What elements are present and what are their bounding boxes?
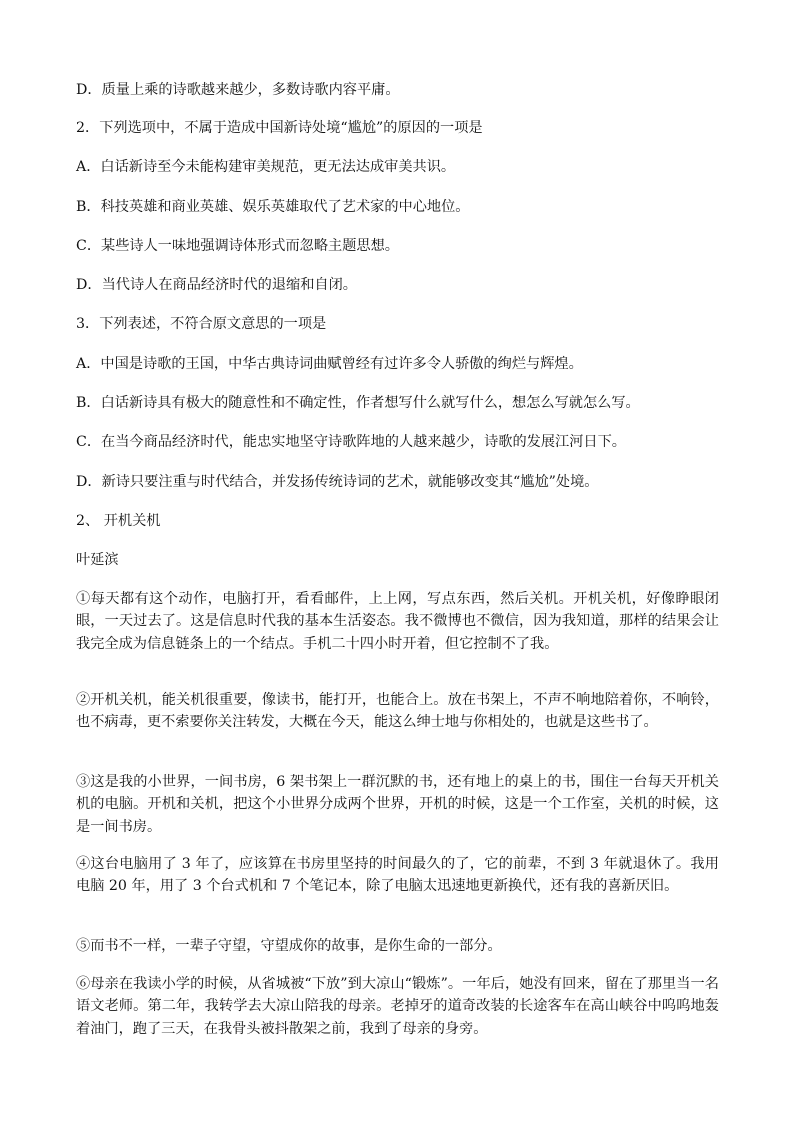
option-3a: A．中国是诗歌的王国，中华古典诗词曲赋曾经有过许多令人骄傲的绚烂与辉煌。 [76, 356, 583, 372]
paragraph-6: ⑥母亲在我读小学的时候，从省城被“下放”到大凉山“锻炼”。一年后，她没有回来，留在了那里当一名语文老师。第二年，我转学去大凉山陪我的母亲。老掉牙的道奇改装的长途客车在高山峡谷中呜呜地轰着油门，跑了三天，在我骨头被抖散架之前，我到了母亲的身旁。 [76, 976, 719, 1037]
option-2c: C．某些诗人一味地强调诗体形式而忽略主题思想。 [76, 238, 399, 254]
paragraph-5: ⑤而书不一样，一辈子守望，守望成你的故事，是你生命的一部分。 [76, 938, 502, 954]
option-3c: C．在当今商品经济时代，能忠实地坚守诗歌阵地的人越来越少，诗歌的发展江河日下。 [76, 434, 626, 450]
option-3b: B．白话新诗具有极大的随意性和不确定性，作者想写什么就写什么，想怎么写就怎么写。 [76, 395, 640, 411]
paragraph-1: ①每天都有这个动作，电脑打开，看看邮件，上上网，写点东西，然后关机。开机关机，好像睁眼闭眼，一天过去了。这是信息时代我的基本生活姿态。我不微博也不微信，因为我知道，那样的结果会让我完全成为信息链条上的一个结点。手机二十四小时开着，但它控制不了我。 [76, 591, 719, 652]
question-3: 3．下列表述，不符合原文意思的一项是 [76, 316, 327, 332]
question-2: 2．下列选项中，不属于造成中国新诗处境“尴尬”的原因的一项是 [76, 120, 483, 136]
option-1d: D．质量上乘的诗歌越来越少，多数诗歌内容平庸。 [76, 82, 400, 98]
paragraph-4: ④这台电脑用了 3 年了，应该算在书房里坚持的时间最久的了，它的前辈，不到 3 年就退休了。我用电脑 20 年，用了 3 个台式机和 7 个笔记本，除了电脑太迅速地更新换代，还有我的喜新厌旧。 [76, 856, 719, 895]
paragraph-3: ③这是我的小世界，一间书房，6 架书架上一群沉默的书，还有地上的桌上的书，围住一台每天开机关机的电脑。开机和关机，把这个小世界分成两个世界，开机的时候，这是一个工作室，关机的时候，这是一间书房。 [76, 774, 719, 835]
option-2b: B．科技英雄和商业英雄、娱乐英雄取代了艺术家的中心地位。 [76, 199, 470, 215]
option-3d: D．新诗只要注重与时代结合，并发扬传统诗词的艺术，就能够改变其“尴尬”处境。 [76, 474, 599, 490]
option-2d: D．当代诗人在商品经济时代的退缩和自闭。 [76, 277, 357, 293]
option-2a: A．白话新诗至今未能构建审美规范，更无法达成审美共识。 [76, 159, 456, 175]
author-name: 叶延滨 [76, 552, 119, 568]
section-title: 2、 开机关机 [76, 513, 161, 529]
paragraph-2: ②开机关机，能关机很重要，像读书，能打开，也能合上。放在书架上，不声不响地陪着你，不响铃，也不病毒，更不索要你关注转发，大概在今天，能这么绅士地与你相处的，也就是这些书了。 [76, 692, 719, 731]
